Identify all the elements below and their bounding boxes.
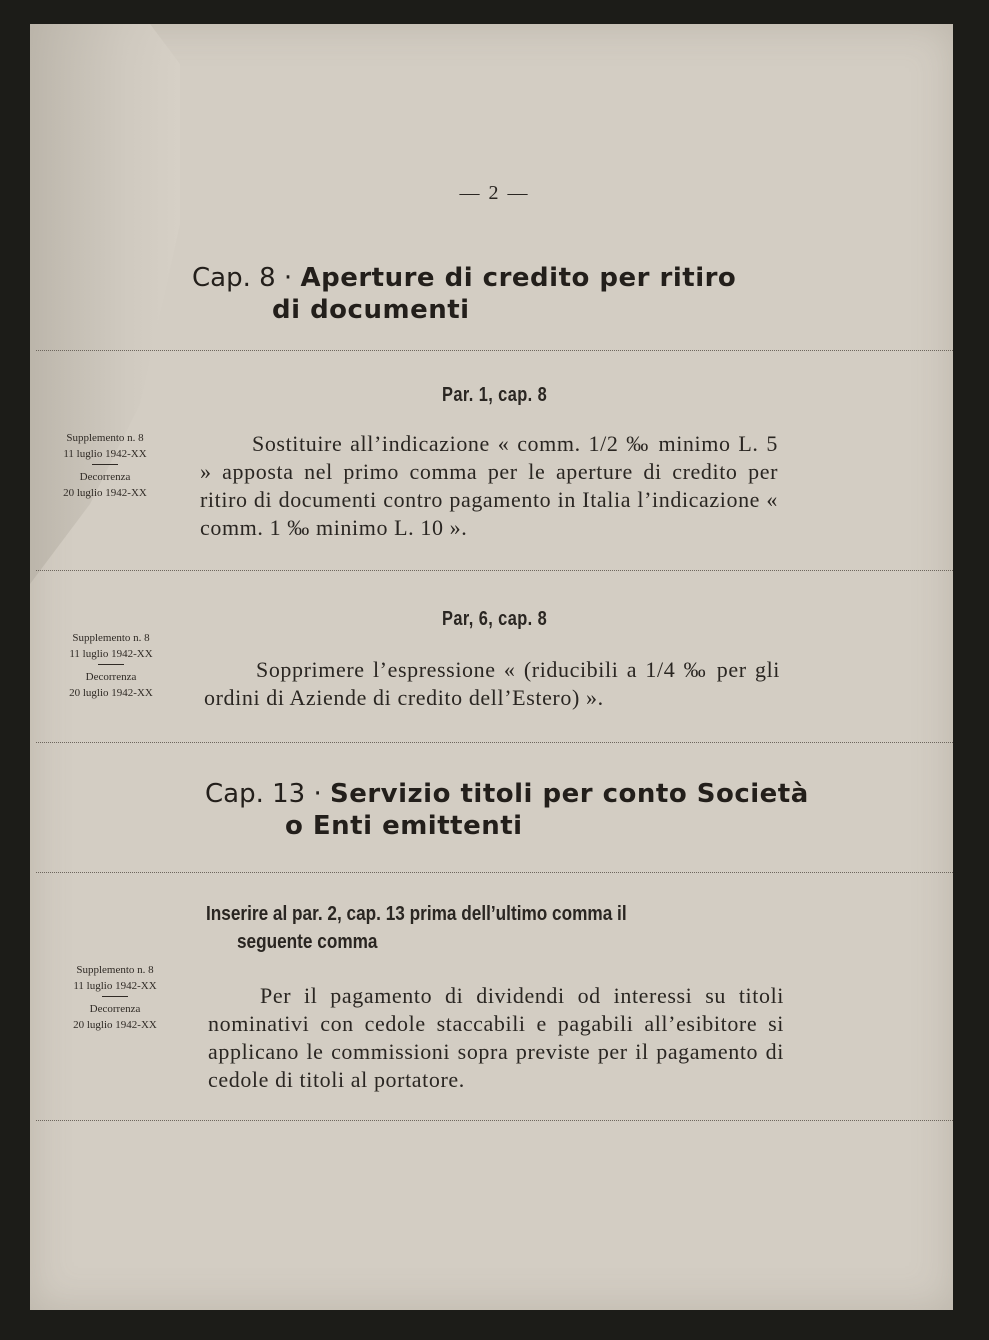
- supplement-label: Supplemento n. 8: [66, 432, 144, 444]
- supplement-date: 11 luglio 1942-XX: [63, 448, 147, 460]
- divider: [36, 872, 953, 873]
- divider: [36, 742, 953, 743]
- decorrenza-date: 20 luglio 1942-XX: [73, 1019, 157, 1031]
- chapter-13-title-line2: o Enti emittenti: [285, 811, 523, 841]
- separator: [92, 464, 118, 465]
- par-1-text: [200, 430, 778, 542]
- supplement-label: Supplemento n. 8: [72, 632, 150, 644]
- separator: [102, 996, 128, 997]
- divider: [36, 350, 953, 351]
- chapter-13-label: Cap. 13 ·: [205, 779, 322, 809]
- par-2-heading: [206, 900, 756, 956]
- chapter-8-title-line1: Aperture di credito per ritiro: [300, 263, 737, 293]
- decorrenza-label: Decorrenza: [85, 671, 137, 683]
- supplement-date: 11 luglio 1942-XX: [69, 648, 153, 660]
- par-6-heading: Par, 6, cap. 8: [442, 608, 548, 630]
- chapter-8-title-line2: di documenti: [272, 295, 470, 325]
- side-note-par-6: [36, 630, 186, 701]
- separator: [98, 664, 124, 665]
- par-2-text: [208, 982, 784, 1094]
- par-2-paragraph: Per il pagamento di dividendi od interessi su titoli nominativi con cedole staccabili e pagabili all’esibitore si applicano le commissioni sopra previste per il pagamento di cedole di titoli al portatore.: [208, 983, 784, 1092]
- decorrenza-date: 20 luglio 1942-XX: [63, 487, 147, 499]
- par-1-heading: Par. 1, cap. 8: [442, 384, 548, 406]
- par-2-heading-line2: seguente comma: [236, 931, 378, 953]
- decorrenza-label: Decorrenza: [79, 471, 131, 483]
- decorrenza-date: 20 luglio 1942-XX: [69, 687, 153, 699]
- par-2-heading-line1: Inserire al par. 2, cap. 13 prima dell’ultimo comma il: [206, 903, 627, 925]
- chapter-8-heading: [192, 262, 736, 326]
- supplement-date: 11 luglio 1942-XX: [73, 980, 157, 992]
- side-note-par-1: [30, 430, 180, 501]
- par-1-paragraph: Sostituire all’indicazione « comm. 1/2 ‰ minimo L. 5 » apposta nel primo comma per le aperture di credito per ritiro di documenti contro pagamento in Italia l’indicazione « comm. 1 ‰ minimo L. 10 ».: [200, 431, 778, 540]
- chapter-8-label: Cap. 8 ·: [192, 263, 293, 293]
- par-6-text: [204, 656, 780, 712]
- divider: [36, 1120, 953, 1121]
- page-number: — 2 —: [459, 182, 530, 204]
- supplement-label: Supplemento n. 8: [76, 964, 154, 976]
- chapter-13-heading: [205, 778, 809, 842]
- decorrenza-label: Decorrenza: [89, 1003, 141, 1015]
- divider: [36, 570, 953, 571]
- par-6-paragraph: Sopprimere l’espressione « (riducibili a 1/4 ‰ per gli ordini di Aziende di credito dell’Estero) ».: [204, 657, 780, 710]
- side-note-par-2: [40, 962, 190, 1033]
- chapter-13-title-line1: Servizio titoli per conto Società: [330, 779, 809, 809]
